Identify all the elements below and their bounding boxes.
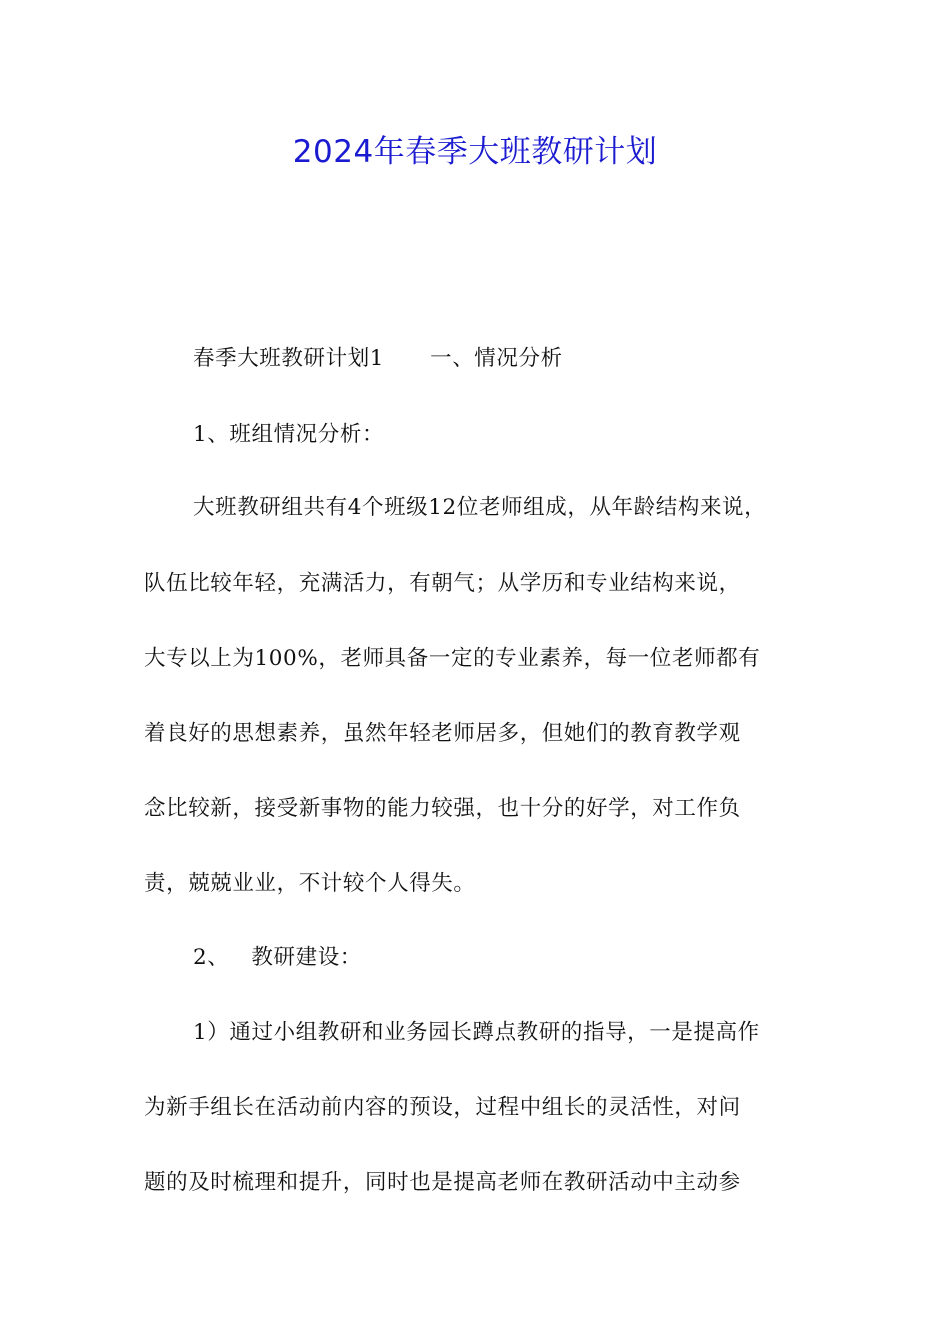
heading-line: [193, 342, 563, 376]
paragraph1-line: 队伍比较年轻，充满活力，有朝气；从学历和专业结构来说，: [144, 571, 741, 596]
paragraph1-line: 念比较新，接受新事物的能力较强，也十分的好学，对工作负: [144, 796, 741, 821]
paragraph1-line: 大班教研组共有4个班级12位老师组成，从年龄结构来说，: [193, 495, 767, 520]
plan-subtitle: 春季大班教研计划1: [193, 346, 385, 371]
paragraph1-line: 责，兢兢业业，不计较个人得失。: [144, 871, 476, 896]
section2-heading: [193, 941, 362, 975]
paragraph2-line: 1）通过小组教研和业务园长蹲点教研的指导，一是提高作: [193, 1020, 760, 1045]
paragraph1-line: 着良好的思想素养，虽然年轻老师居多，但她们的教育教学观: [144, 721, 741, 746]
document-title: 2024年春季大班教研计划: [292, 134, 658, 170]
section-heading-situation-analysis: 一、情况分析: [430, 346, 563, 371]
paragraph1-line: 大专以上为100%，老师具备一定的专业素养，每一位老师都有: [144, 646, 761, 671]
section2-title: 教研建设：: [251, 945, 362, 970]
section2-number: 2、: [193, 945, 230, 970]
section1-heading: 1、班组情况分析：: [193, 422, 385, 447]
paragraph2-line: 为新手组长在活动前内容的预设，过程中组长的灵活性，对问: [144, 1095, 741, 1120]
paragraph2-line: 题的及时梳理和提升，同时也是提高老师在教研活动中主动参: [144, 1170, 741, 1195]
